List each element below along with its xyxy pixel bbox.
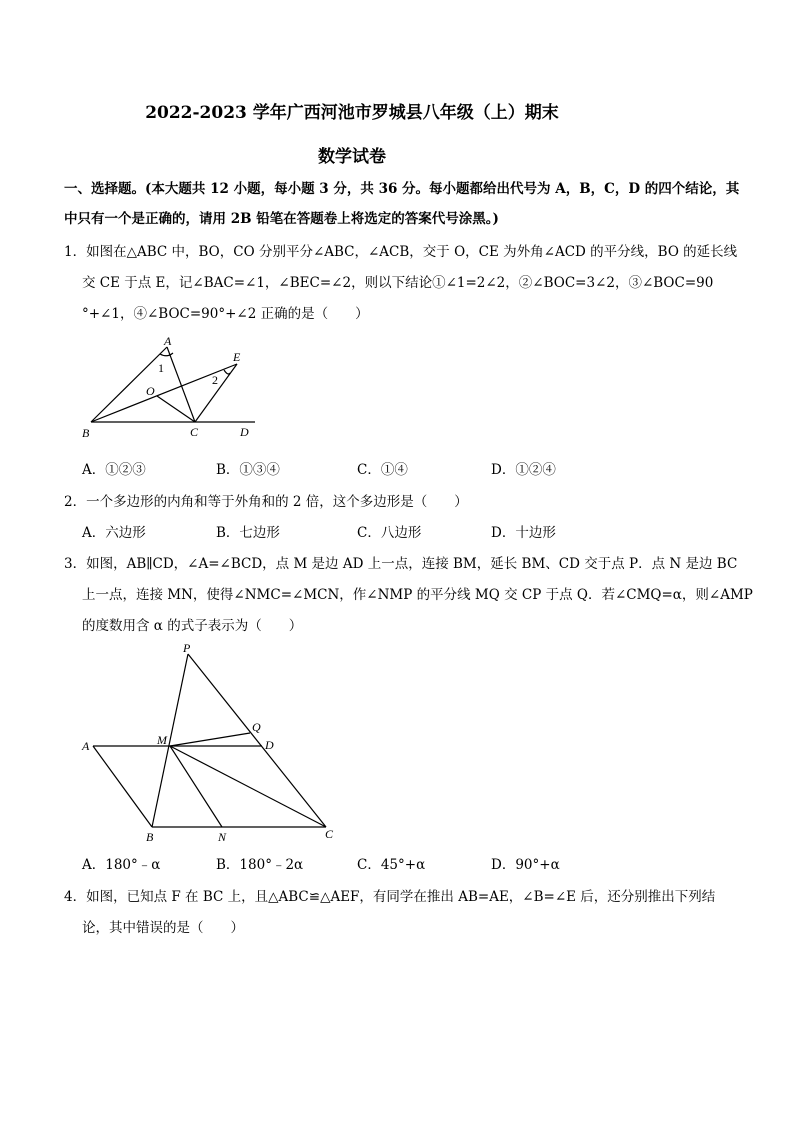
q2-text-line1: 2．一个多边形的内角和等于外角和的 2 倍，这个多边形是（ ） <box>64 494 468 510</box>
q1-option-a[interactable]: A．①②③ <box>82 462 146 478</box>
q2-option-b[interactable]: B．七边形 <box>216 525 280 541</box>
q2-option-c[interactable]: C．八边形 <box>357 525 422 541</box>
q1-line-oc <box>157 396 195 422</box>
q1-angle-mark-1 <box>160 353 173 356</box>
q1-option-c[interactable]: C．①④ <box>357 462 408 478</box>
q3-option-a[interactable]: A．180°﹣α <box>82 857 161 873</box>
q3-text-line2: 上一点，连接 MN，使得∠NMC=∠MCN，作∠NMP 的平分线 MQ 交 CP 于点 Q．若∠CMQ=α，则∠AMP <box>82 587 753 603</box>
q4-text-line1: 4．如图，已知点 F 在 BC 上，且△ABC≌△AEF，有同学在推出 AB=AE，∠B=∠E 后，还分别推出下列结 <box>64 889 716 905</box>
q1-line-ba <box>91 347 167 422</box>
q3-option-d[interactable]: D．90°+α <box>491 857 560 873</box>
q1-option-b[interactable]: B．①③④ <box>216 462 280 478</box>
section-instructions-line2: 中只有一个是正确的，请用 2B 铅笔在答题卷上将选定的答案代号涂黑。) <box>64 211 499 227</box>
q3-line-mc <box>170 746 326 827</box>
q1-label-d: D <box>240 425 249 439</box>
q3-figure <box>75 638 345 848</box>
q1-label-b: B <box>82 426 90 440</box>
q1-text-line3: °+∠1，④∠BOC=90°+∠2 正确的是（ ） <box>82 306 369 322</box>
q3-line-pc <box>188 654 326 827</box>
q3-line-ab <box>93 746 152 827</box>
section-instructions-line1: 一、选择题。(本大题共 12 小题，每小题 3 分，共 36 分。每小题都给出代号为 A，B，C，D 的四个结论，其 <box>64 181 740 197</box>
q1-text-line2: 交 CE 于点 E，记∠BAC=∠1，∠BEC=∠2，则以下结论①∠1=2∠2，②∠BOC=3∠2，③∠BOC=90 <box>82 275 714 291</box>
q3-label-c: C <box>325 827 334 841</box>
q3-label-m: M <box>157 733 167 747</box>
q3-line-mn <box>170 746 222 827</box>
q3-label-p: P <box>183 641 191 655</box>
q3-text-line3: 的度数用含 α 的式子表示为（ ） <box>82 618 303 634</box>
q3-label-q: Q <box>252 720 261 734</box>
exam-subtitle: 数学试卷 <box>318 147 386 167</box>
q1-text-line1: 1．如图在△ABC 中，BO，CO 分别平分∠ABC，∠ACB，交于 O，CE 为外角∠ACD 的平分线，BO 的延长线 <box>64 244 738 260</box>
q3-label-a: A <box>82 739 90 753</box>
q1-label-1: 1 <box>158 361 164 375</box>
q1-label-o: O <box>146 384 155 398</box>
q1-angle-mark-2 <box>224 370 230 374</box>
q1-figure <box>75 330 265 445</box>
q1-label-a: A <box>164 334 172 348</box>
exam-title: 2022-2023 学年广西河池市罗城县八年级（上）期末 <box>145 103 559 123</box>
q3-option-c[interactable]: C．45°+α <box>357 857 426 873</box>
q1-label-e: E <box>233 350 241 364</box>
q3-line-mq <box>170 733 250 746</box>
q1-option-d[interactable]: D．①②④ <box>491 462 556 478</box>
q4-text-line2: 论，其中错误的是（ ） <box>82 920 244 936</box>
q2-option-a[interactable]: A．六边形 <box>82 525 146 541</box>
q2-option-d[interactable]: D．十边形 <box>491 525 556 541</box>
q1-label-c: C <box>190 425 199 439</box>
q1-label-2: 2 <box>212 373 218 387</box>
q3-text-line1: 3．如图，AB∥CD，∠A=∠BCD，点 M 是边 AD 上一点，连接 BM，延长 BM、CD 交于点 P．点 N 是边 BC <box>64 556 738 572</box>
q3-option-b[interactable]: B．180°﹣2α <box>216 857 304 873</box>
q3-label-n: N <box>218 830 227 844</box>
q1-line-ac <box>167 347 195 422</box>
q3-label-d: D <box>265 738 274 752</box>
q3-label-b: B <box>146 830 154 844</box>
